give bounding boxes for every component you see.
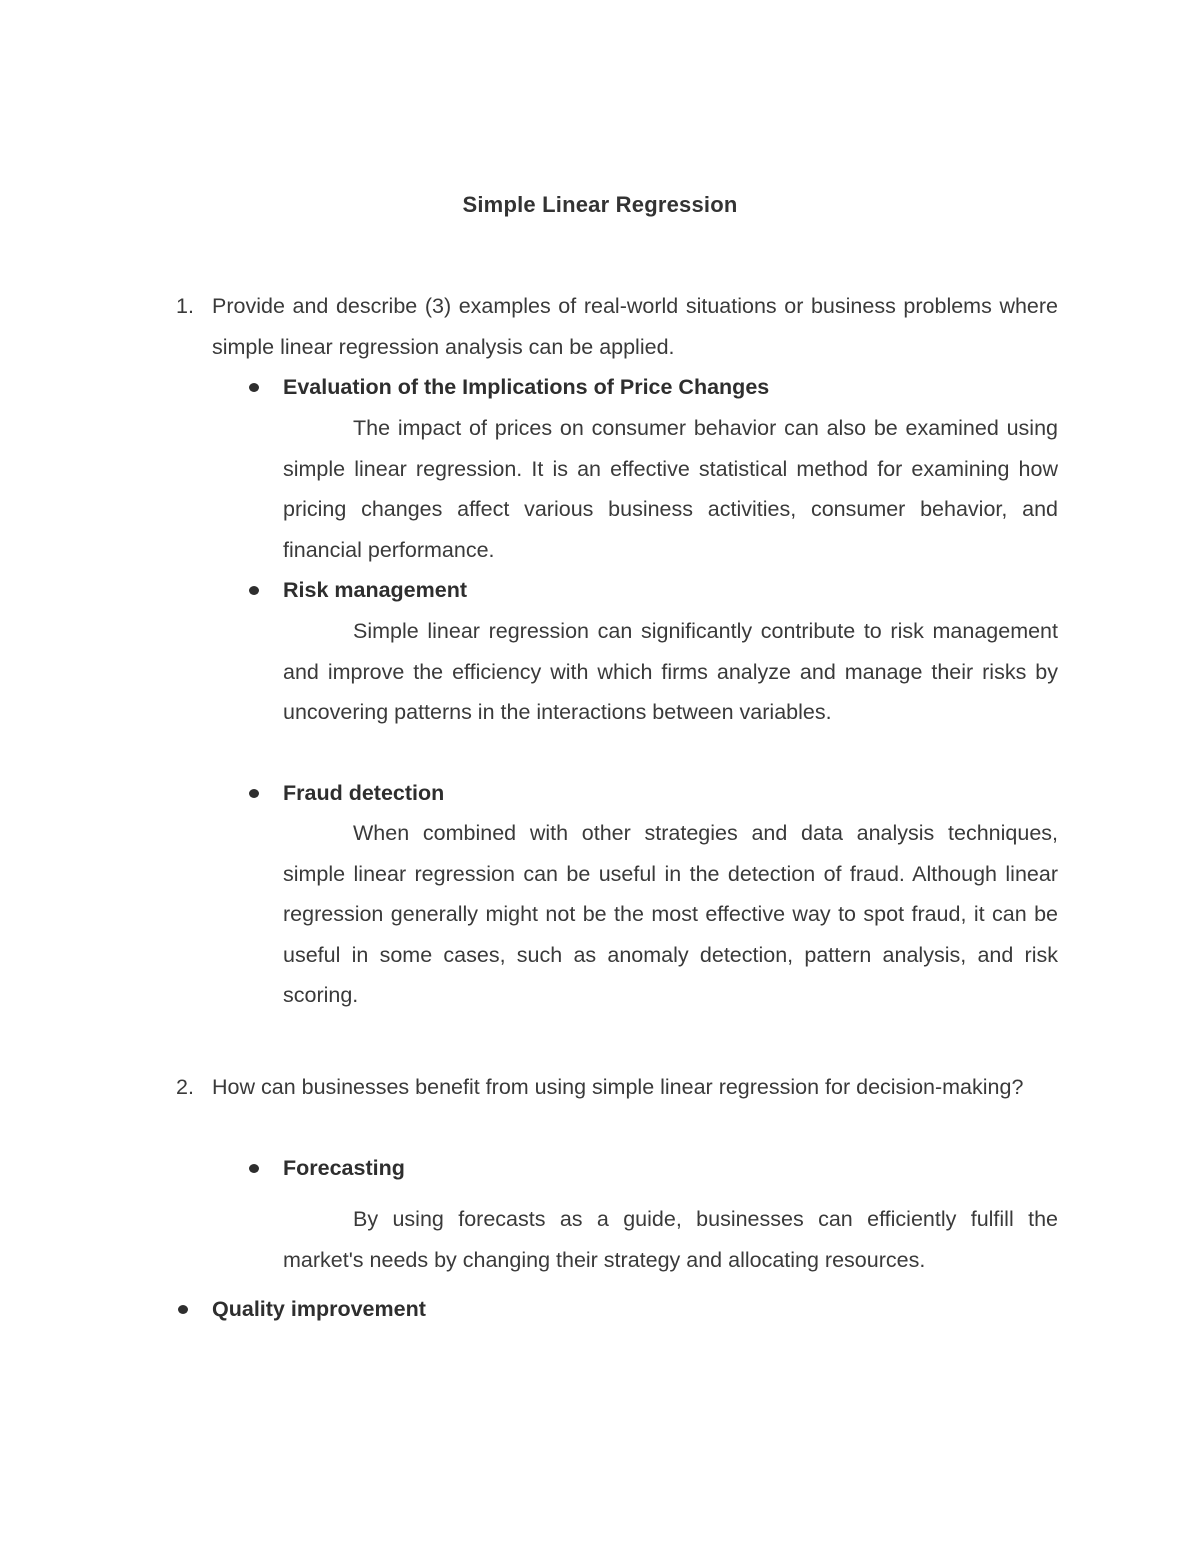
answer-body-price-changes: The impact of prices on consumer behavior can also be examined using simple linear regression. It is an effective statistical method for examining how pricing changes affect various business activities, consumer behavior, and financial performance. <box>283 416 1058 562</box>
bullet-icon <box>249 383 259 392</box>
document-page: Simple Linear Regression 1. Provide and describe (3) examples of real-world situations or business problems where simple linear regression analysis can be applied. Evaluation of the Implications of Price Changes The impact of prices on consumer behavior can also be examined using simple linear regression. It is an effective statistical method for examining how pricing changes affect various business activities, consumer behavior, and financial performance. Risk management Simple linear regression can significantly contribute to risk management and improve the efficiency with which firms analyze and manage their risks by uncovering patterns in the interactions between variables. Fraud detection When combined with other strategies and data analysis techniques, simple linear regression can be useful in the detection of fraud. Although linear regression generally might not be the most effective way to spot fraud, it can be useful in some cases, such as anomaly detection, pattern analysis, and risk scoring. 2. How can businesses benefit from using simple linear regression for decision-making? Forecasting By using forecasts as a guide, businesses can efficiently fulfill the market's needs by changing their strategy and allocating resources. Quality improvement <box>0 0 1200 1553</box>
question-text: How can businesses benefit from using simple linear regression for decision-making? <box>212 1075 1024 1099</box>
answer-body-fraud-detection: When combined with other strategies and data analysis techniques, simple linear regression can be useful in the detection of fraud. Although linear regression generally might not be the most effective way to spot fraud, it can be useful in some cases, such as anomaly detection, pattern analysis, and risk scoring. <box>283 821 1058 1008</box>
bullet-icon <box>249 1164 259 1173</box>
answer-body-risk-management: Simple linear regression can significantly contribute to risk management and improve the efficiency with which firms analyze and manage their risks by uncovering patterns in the interactions between variables. <box>283 619 1058 725</box>
bullet-icon <box>249 789 259 798</box>
answer-body-forecasting: By using forecasts as a guide, businesses can efficiently fulfill the market's needs by changing their strategy and allocating resources. <box>283 1207 1058 1272</box>
bullet-icon <box>249 586 259 595</box>
question-text: Provide and describe (3) examples of real-world situations or business problems where simple linear regression analysis can be applied. <box>212 294 1058 359</box>
question-number: 2. <box>176 1075 194 1099</box>
page-title: Simple Linear Regression <box>462 192 738 217</box>
question-number: 1. <box>176 294 194 318</box>
question-1 <box>176 286 1058 367</box>
question-2 <box>176 1067 1058 1108</box>
bullet-icon <box>178 1305 188 1314</box>
